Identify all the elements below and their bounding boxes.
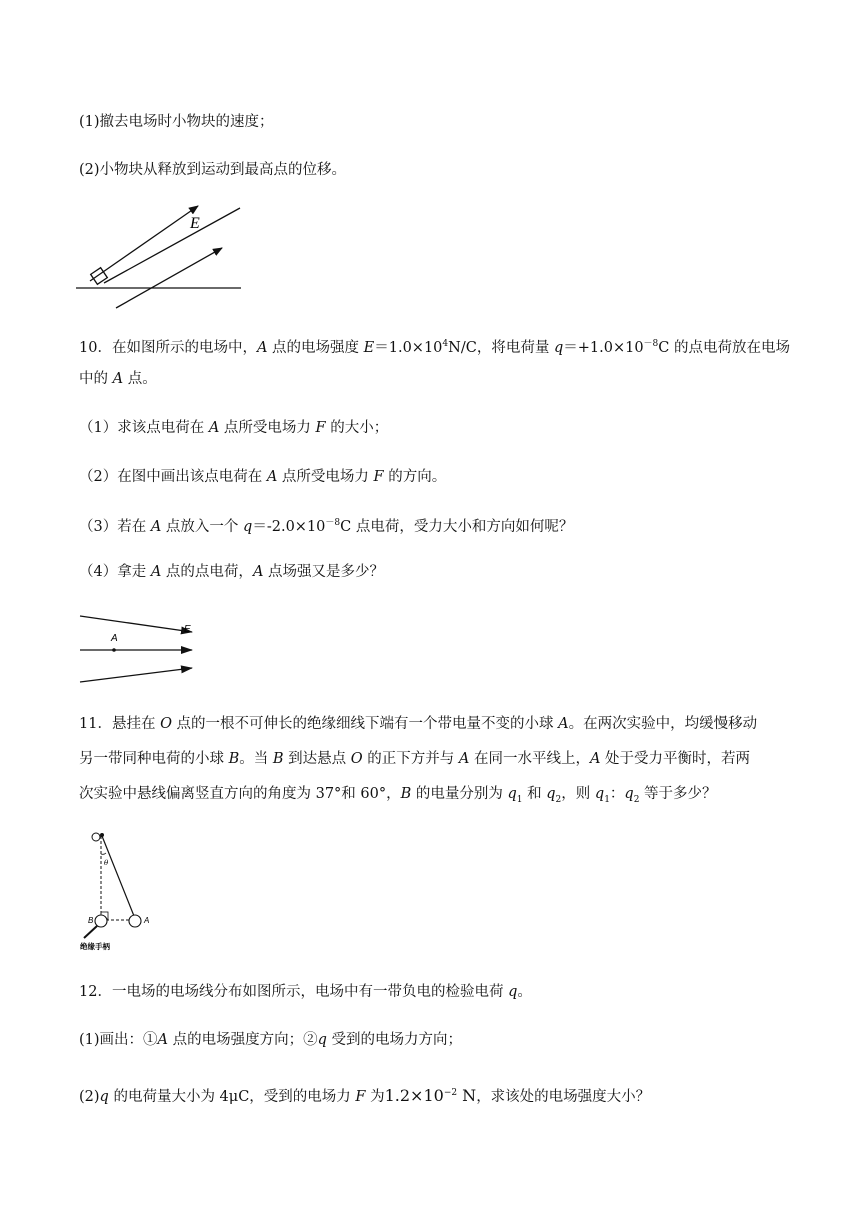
q9-part1: (1)撤去电场时小物块的速度； <box>79 114 274 130</box>
q11-fig-label-B: B <box>88 916 94 925</box>
q10-sub3: （3）若在 A 点放入一个 $q=-2.0\times 10^{-8}C$ 点电荷，受力大小和方向如何呢？ <box>79 518 574 535</box>
q11-fig-theta: θ <box>104 859 109 867</box>
q11-stem-line2: 另一带同种电荷的小球 B。当 B 到达悬点 O 的正下方并与 A 在同一水平线上，A 处于受力平衡时，若两 <box>79 751 751 767</box>
q12-part2: (2)q 的电荷量大小为 4μC，受到的电场力 F 为$1.2\times 10^{-2}$ N，求该处的电场强度大小？ <box>79 1085 651 1105</box>
q10-fig-label-E: E <box>184 624 191 635</box>
q11-stem-line3: 次实验中悬线偏离竖直方向的角度为 37°和 60°，B 的电量分别为 $q_1$ 和 $q_2$，则 $q_1$：$q_2$ 等于多少？ <box>79 786 717 805</box>
q11-fig-label-A: A <box>144 916 150 925</box>
q12-stem: 12．一电场的电场线分布如图所示，电场中有一带负电的检验电荷 q。 <box>79 984 532 1000</box>
q10-stem-line2: 中的 A 点。 <box>79 371 157 387</box>
q10-sub1: （1）求该点电荷在 A 点所受电场力 F 的大小； <box>79 420 389 436</box>
q12-force-value: 1.2×10 <box>384 1085 444 1105</box>
q11-figure <box>78 828 168 953</box>
q9-fig-label-E: E <box>190 215 200 232</box>
q10-sub2: （2）在图中画出该点电荷在 A 点所受电场力 F 的方向。 <box>79 469 447 485</box>
q9-part2: (2)小物块从释放到运动到最高点的位移。 <box>79 162 347 178</box>
q12-part1: (1)画出：①A 点的电场强度方向；②q 受到的电场力方向； <box>79 1032 463 1048</box>
q9-figure <box>76 198 246 313</box>
q11-stem-line1: 11．悬挂在 O 点的一根不可伸长的绝缘细线下端有一个带电量不变的小球 A。在两次实验中，均缓慢移动 <box>79 716 758 732</box>
q10-sub4: （4）拿走 A 点的点电荷，A 点场强又是多少？ <box>79 564 385 580</box>
q10-stem-line1: 10．在如图所示的电场中，A 点的电场强度 $E=1.0\times 10^4N/C$，将电荷量 $q=+1.0\times 10^{-8}C$ 的点电荷放在电场 <box>79 339 790 356</box>
q10-fig-label-A: A <box>111 633 118 644</box>
q11-fig-handle-label: 绝缘手柄 <box>80 942 110 951</box>
q10-figure <box>78 610 203 690</box>
